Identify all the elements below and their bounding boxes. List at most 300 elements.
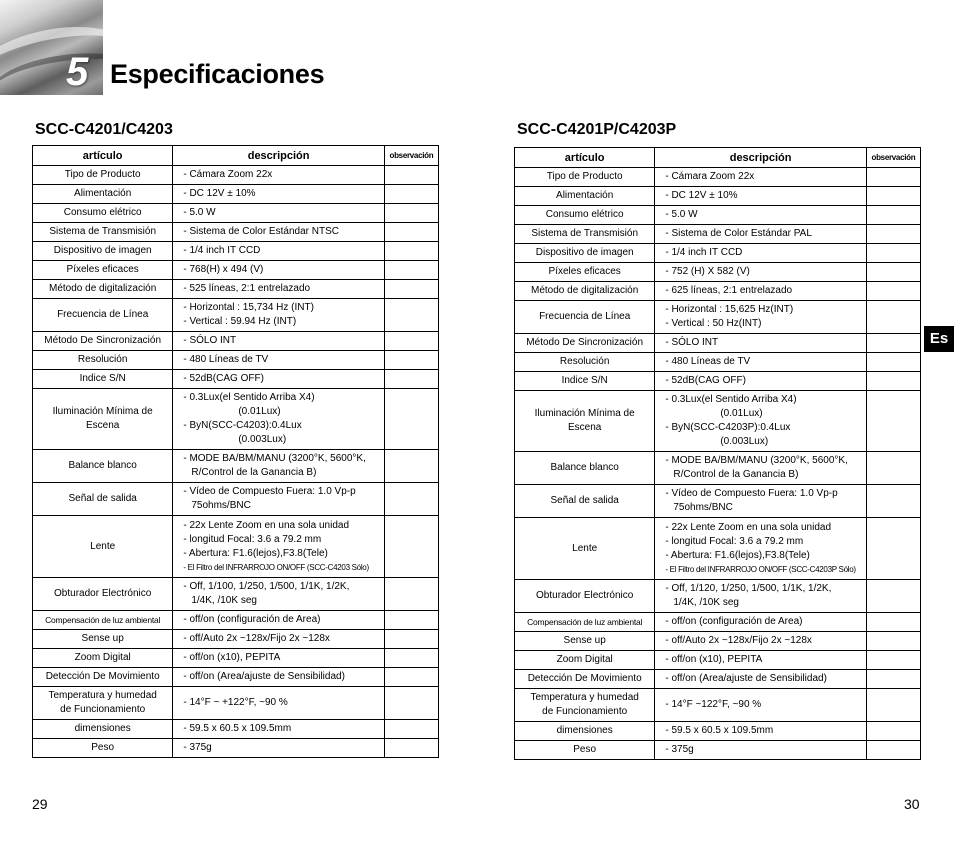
spec-table-right bbox=[514, 147, 921, 760]
spec-remarks-cell bbox=[866, 689, 920, 722]
spec-item-line: Dispositivo de imagen bbox=[53, 245, 152, 256]
spec-item-cell bbox=[515, 613, 655, 632]
table-row bbox=[33, 280, 439, 299]
table-row bbox=[515, 632, 921, 651]
spec-remarks-cell bbox=[866, 651, 920, 670]
spec-item-cell bbox=[33, 630, 173, 649]
spec-description-line: R/Control de la Ganancia B) bbox=[673, 469, 799, 480]
spec-description-line: - off/Auto 2x ~128x/Fijo 2x ~128x bbox=[665, 635, 812, 646]
spec-remarks-cell bbox=[866, 206, 920, 225]
spec-description-cell bbox=[655, 741, 867, 760]
spec-description-line: (0.01Lux) bbox=[720, 408, 763, 419]
spec-description-cell bbox=[655, 187, 867, 206]
table-row bbox=[33, 332, 439, 351]
table-row bbox=[33, 450, 439, 483]
column-header-item: artículo bbox=[33, 146, 173, 166]
spec-remarks-cell bbox=[866, 353, 920, 372]
spec-remarks-cell bbox=[866, 580, 920, 613]
table-row bbox=[515, 334, 921, 353]
spec-item-cell bbox=[33, 483, 173, 516]
spec-description-cell bbox=[173, 649, 385, 668]
spec-description-line: - off/on (Area/ajuste de Sensibilidad) bbox=[183, 671, 345, 682]
spec-remarks-cell bbox=[866, 334, 920, 353]
table-row bbox=[33, 630, 439, 649]
spec-description-line: - 59.5 x 60.5 x 109.5mm bbox=[183, 723, 292, 734]
spec-description-line: 75ohms/BNC bbox=[673, 502, 733, 513]
spec-item-line: Sense up bbox=[81, 633, 124, 644]
spec-item-cell bbox=[33, 389, 173, 450]
spec-description-cell bbox=[173, 166, 385, 185]
spec-description-line: - DC 12V ± 10% bbox=[665, 190, 738, 201]
spec-item-cell bbox=[515, 689, 655, 722]
spec-item-line: Detección De Movimiento bbox=[527, 673, 642, 684]
table-row bbox=[515, 670, 921, 689]
table-row bbox=[33, 299, 439, 332]
table-row bbox=[33, 351, 439, 370]
spec-item-line: Temperatura y humedad bbox=[48, 690, 157, 701]
spec-description-line: - 22x Lente Zoom en una sola unidad bbox=[183, 519, 350, 531]
spec-description-line: (0.003Lux) bbox=[720, 436, 769, 447]
table-row bbox=[515, 722, 921, 741]
spec-item-line: Zoom Digital bbox=[556, 654, 613, 665]
spec-description-line: - Off, 1/100, 1/250, 1/500, 1/1K, 1/2K, bbox=[183, 581, 350, 592]
spec-description-cell bbox=[173, 739, 385, 758]
spec-remarks-cell bbox=[384, 687, 438, 720]
spec-description-line: - 14°F ~ +122°F, ~90 % bbox=[183, 697, 288, 708]
spec-item-line: Píxeles eficaces bbox=[548, 266, 621, 277]
spec-description-cell bbox=[655, 452, 867, 485]
spec-remarks-cell bbox=[384, 649, 438, 668]
spec-description-line: - Abertura: F1.6(lejos),F3.8(Tele) bbox=[665, 549, 810, 561]
spec-description-line: - Off, 1/120, 1/250, 1/500, 1/1K, 1/2K, bbox=[665, 583, 832, 594]
spec-item-line: Señal de salida bbox=[68, 493, 137, 504]
spec-item-cell bbox=[515, 168, 655, 187]
spec-item-line: Lente bbox=[90, 540, 116, 552]
spec-description-line: - SÓLO INT bbox=[665, 337, 719, 348]
table-row bbox=[33, 223, 439, 242]
spec-item-cell bbox=[33, 687, 173, 720]
spec-remarks-cell bbox=[384, 389, 438, 450]
spec-description-line: - MODE BA/BM/MANU (3200°K, 5600°K, bbox=[665, 455, 848, 466]
table-row bbox=[515, 187, 921, 206]
spec-item-cell bbox=[515, 632, 655, 651]
spec-description-line: - 480 Líneas de TV bbox=[183, 354, 269, 365]
spec-item-line: Sistema de Transmisión bbox=[49, 226, 157, 237]
column-header-remarks: observación bbox=[384, 146, 438, 166]
spec-description-line: - off/on (x10), PEPITA bbox=[183, 652, 281, 663]
spec-item-line: Método De Sincronización bbox=[526, 337, 644, 348]
spec-item-cell bbox=[33, 223, 173, 242]
spec-description-line: - Vertical : 50 Hz(INT) bbox=[665, 318, 762, 329]
spec-description-line: - 14°F ~122°F, ~90 % bbox=[665, 699, 762, 710]
spec-remarks-cell bbox=[384, 370, 438, 389]
spec-description-line: - ByN(SCC-C4203):0.4Lux bbox=[183, 420, 302, 431]
spec-item-cell bbox=[33, 739, 173, 758]
spec-description-line: - Cámara Zoom 22x bbox=[183, 169, 273, 180]
spec-description-cell bbox=[173, 351, 385, 370]
spec-description-cell bbox=[173, 204, 385, 223]
spec-item-line: Consumo elétrico bbox=[63, 207, 142, 218]
spec-remarks-cell bbox=[866, 632, 920, 651]
spec-description-line: - Sistema de Color Estándar NTSC bbox=[183, 226, 339, 237]
column-header-description: descripción bbox=[655, 148, 867, 168]
spec-item-line: Alimentación bbox=[556, 190, 614, 201]
spec-remarks-cell bbox=[866, 263, 920, 282]
spec-remarks-cell bbox=[866, 670, 920, 689]
spec-item-line: Iluminación Mínima de bbox=[534, 408, 635, 419]
spec-description-line: - Horizontal : 15,734 Hz (INT) bbox=[183, 302, 314, 313]
spec-description-line: R/Control de la Ganancia B) bbox=[191, 467, 317, 478]
table-row bbox=[515, 244, 921, 263]
spec-description-cell bbox=[655, 391, 867, 452]
spec-description-line: - longitud Focal: 3.6 a 79.2 mm bbox=[665, 535, 804, 547]
table-row bbox=[33, 516, 439, 578]
spec-description-cell bbox=[655, 580, 867, 613]
spec-remarks-cell bbox=[866, 613, 920, 632]
spec-description-line: - 52dB(CAG OFF) bbox=[665, 375, 746, 386]
spec-description-line: 75ohms/BNC bbox=[191, 500, 251, 511]
spec-description-line: - Horizontal : 15,625 Hz(INT) bbox=[665, 304, 794, 315]
spec-description-cell bbox=[655, 263, 867, 282]
spec-description-line: - Sistema de Color Estándar PAL bbox=[665, 228, 812, 239]
spec-remarks-cell bbox=[866, 722, 920, 741]
spec-description-cell bbox=[655, 244, 867, 263]
page-number-right: 30 bbox=[904, 796, 920, 812]
spec-description-line: - DC 12V ± 10% bbox=[183, 188, 256, 199]
spec-item-line: Balance blanco bbox=[68, 460, 137, 471]
spec-description-cell bbox=[655, 722, 867, 741]
spec-remarks-cell bbox=[384, 611, 438, 630]
spec-item-cell bbox=[33, 185, 173, 204]
spec-description-line: - 752 (H) X 582 (V) bbox=[665, 266, 750, 277]
spec-description-line: (0.01Lux) bbox=[238, 406, 281, 417]
spec-item-cell bbox=[33, 649, 173, 668]
spec-remarks-cell bbox=[866, 225, 920, 244]
spec-item-cell bbox=[33, 611, 173, 630]
spec-item-cell bbox=[515, 485, 655, 518]
spec-item-line: Señal de salida bbox=[550, 495, 619, 506]
spec-item-cell bbox=[515, 225, 655, 244]
spec-description-cell bbox=[173, 687, 385, 720]
page-title: Especificaciones bbox=[110, 59, 325, 89]
spec-item-cell bbox=[33, 261, 173, 280]
spec-description-line: - El Filtro del INFRARROJO ON/OFF (SCC-C4203 Sólo) bbox=[183, 562, 369, 572]
spec-description-line: (0.003Lux) bbox=[238, 434, 287, 445]
spec-item-line: Compensación de luz ambiental bbox=[527, 617, 643, 627]
spec-item-line: Sense up bbox=[563, 635, 606, 646]
table-row bbox=[515, 372, 921, 391]
spec-description-cell bbox=[655, 225, 867, 244]
spec-description-cell bbox=[173, 389, 385, 450]
language-tab: Es bbox=[924, 326, 954, 352]
table-row bbox=[515, 518, 921, 580]
spec-description-line: - 0.3Lux(el Sentido Arriba X4) bbox=[183, 392, 315, 403]
spec-description-cell bbox=[173, 611, 385, 630]
spec-description-cell bbox=[655, 282, 867, 301]
spec-item-line: Método de digitalización bbox=[531, 285, 639, 296]
table-row bbox=[515, 741, 921, 760]
spec-description-line: - 59.5 x 60.5 x 109.5mm bbox=[665, 725, 774, 736]
spec-item-cell bbox=[515, 206, 655, 225]
spec-item-cell bbox=[33, 332, 173, 351]
spec-description-cell bbox=[655, 632, 867, 651]
spec-description-line: - Vídeo de Compuesto Fuera: 1.0 Vp-p bbox=[665, 488, 838, 499]
table-row bbox=[33, 204, 439, 223]
table-row bbox=[33, 370, 439, 389]
spec-description-line: - 375g bbox=[665, 744, 694, 755]
spec-item-cell bbox=[515, 263, 655, 282]
spec-description-cell bbox=[173, 299, 385, 332]
column-header-remarks: observación bbox=[866, 148, 920, 168]
spec-description-line: - off/on (configuración de Area) bbox=[665, 616, 803, 627]
table-row bbox=[515, 613, 921, 632]
table-row bbox=[33, 720, 439, 739]
spec-description-line: 1/4K, /10K seg bbox=[673, 597, 739, 608]
spec-item-cell bbox=[33, 370, 173, 389]
spec-item-line: Obturador Electrónico bbox=[536, 590, 634, 601]
table-row bbox=[33, 483, 439, 516]
spec-item-line: Indice S/N bbox=[79, 373, 126, 384]
spec-item-line: Resolución bbox=[77, 354, 128, 365]
table-row bbox=[515, 301, 921, 334]
spec-remarks-cell bbox=[866, 391, 920, 452]
spec-item-line: Alimentación bbox=[74, 188, 132, 199]
spec-item-line: dimensiones bbox=[74, 723, 131, 734]
spec-item-cell bbox=[33, 280, 173, 299]
spec-remarks-cell bbox=[384, 223, 438, 242]
spec-description-cell bbox=[173, 450, 385, 483]
spec-remarks-cell bbox=[384, 578, 438, 611]
spec-item-cell bbox=[33, 166, 173, 185]
spec-description-cell bbox=[173, 720, 385, 739]
spec-remarks-cell bbox=[866, 168, 920, 187]
spec-item-line: Escena bbox=[567, 422, 602, 433]
table-row bbox=[33, 668, 439, 687]
spec-description-cell bbox=[173, 483, 385, 516]
table-row bbox=[515, 485, 921, 518]
spec-item-line: de Funcionamiento bbox=[542, 706, 628, 717]
spec-remarks-cell bbox=[866, 741, 920, 760]
spec-description-line: - 1/4 inch IT CCD bbox=[183, 245, 261, 256]
spec-item-cell bbox=[33, 351, 173, 370]
spec-description-cell bbox=[655, 670, 867, 689]
spec-item-line: Temperatura y humedad bbox=[530, 692, 639, 703]
spec-description-cell bbox=[173, 516, 385, 578]
spec-item-cell bbox=[33, 668, 173, 687]
spec-remarks-cell bbox=[384, 668, 438, 687]
spec-description-cell bbox=[655, 206, 867, 225]
spec-remarks-cell bbox=[384, 261, 438, 280]
table-row bbox=[33, 578, 439, 611]
table-row bbox=[33, 389, 439, 450]
table-row bbox=[33, 739, 439, 758]
spec-remarks-cell bbox=[384, 185, 438, 204]
spec-remarks-cell bbox=[384, 242, 438, 261]
spec-item-line: Píxeles eficaces bbox=[66, 264, 139, 275]
spec-item-line: Indice S/N bbox=[561, 375, 608, 386]
spec-item-cell bbox=[515, 372, 655, 391]
table-row bbox=[515, 580, 921, 613]
spec-description-cell bbox=[655, 518, 867, 580]
spec-item-line: Sistema de Transmisión bbox=[531, 228, 639, 239]
spec-description-line: - 625 líneas, 2:1 entrelazado bbox=[665, 285, 793, 296]
table-row bbox=[515, 689, 921, 722]
spec-description-line: - 525 líneas, 2:1 entrelazado bbox=[183, 283, 311, 294]
spec-description-cell bbox=[655, 485, 867, 518]
spec-description-cell bbox=[655, 168, 867, 187]
table-row bbox=[515, 168, 921, 187]
spec-item-line: Peso bbox=[91, 742, 115, 753]
spec-description-line: - 375g bbox=[183, 742, 212, 753]
spec-description-line: - Abertura: F1.6(lejos),F3.8(Tele) bbox=[183, 547, 328, 559]
table-row bbox=[33, 649, 439, 668]
spec-item-line: Detección De Movimiento bbox=[45, 671, 160, 682]
spec-item-cell bbox=[33, 204, 173, 223]
spec-item-line: Resolución bbox=[559, 356, 610, 367]
table-header-row bbox=[33, 146, 439, 166]
spec-item-line: Dispositivo de imagen bbox=[535, 247, 634, 258]
spec-item-line: Tipo de Producto bbox=[546, 171, 623, 182]
table-row bbox=[515, 452, 921, 485]
spec-item-cell bbox=[515, 187, 655, 206]
spec-description-cell bbox=[173, 332, 385, 351]
spec-item-cell bbox=[33, 450, 173, 483]
spec-description-line: - off/Auto 2x ~128x/Fijo 2x ~128x bbox=[183, 633, 330, 644]
spec-description-line: - Vertical : 59.94 Hz (INT) bbox=[183, 316, 297, 327]
model-heading-right: SCC-C4201P/C4203P bbox=[517, 121, 677, 138]
table-row bbox=[515, 391, 921, 452]
spec-description-line: - 52dB(CAG OFF) bbox=[183, 373, 264, 384]
spec-remarks-cell bbox=[384, 630, 438, 649]
spec-description-cell bbox=[173, 578, 385, 611]
spec-description-line: - 5.0 W bbox=[665, 209, 698, 220]
spec-remarks-cell bbox=[866, 187, 920, 206]
spec-description-cell bbox=[655, 334, 867, 353]
spec-item-cell bbox=[515, 651, 655, 670]
spec-remarks-cell bbox=[866, 372, 920, 391]
spec-item-cell bbox=[33, 516, 173, 578]
spec-item-cell bbox=[515, 741, 655, 760]
spec-remarks-cell bbox=[384, 516, 438, 578]
spec-item-line: Lente bbox=[572, 542, 598, 554]
column-header-item: artículo bbox=[515, 148, 655, 168]
spec-description-line: - 1/4 inch IT CCD bbox=[665, 247, 743, 258]
spec-description-cell bbox=[655, 353, 867, 372]
table-row bbox=[33, 261, 439, 280]
model-heading-left: SCC-C4201/C4203 bbox=[35, 121, 173, 138]
spec-description-line: - El Filtro del INFRARROJO ON/OFF (SCC-C4203P Sólo) bbox=[665, 564, 856, 574]
spec-item-cell bbox=[515, 334, 655, 353]
table-row bbox=[515, 282, 921, 301]
spec-item-line: Peso bbox=[573, 744, 597, 755]
table-row bbox=[33, 185, 439, 204]
spec-item-cell bbox=[33, 720, 173, 739]
spec-description-line: - 768(H) x 494 (V) bbox=[183, 264, 264, 275]
table-header-row bbox=[515, 148, 921, 168]
spec-description-cell bbox=[655, 372, 867, 391]
spec-description-line: - off/on (x10), PEPITA bbox=[665, 654, 763, 665]
spec-description-line: 1/4K, /10K seg bbox=[191, 595, 257, 606]
table-row bbox=[33, 166, 439, 185]
spec-item-cell bbox=[515, 722, 655, 741]
spec-item-line: Método De Sincronización bbox=[44, 335, 162, 346]
spec-description-cell bbox=[173, 261, 385, 280]
chapter-number: 5 bbox=[66, 50, 89, 94]
spec-remarks-cell bbox=[384, 351, 438, 370]
spec-item-cell bbox=[33, 242, 173, 261]
spec-description-line: - ByN(SCC-C4203P):0.4Lux bbox=[665, 422, 791, 433]
spec-description-line: - 5.0 W bbox=[183, 207, 216, 218]
spec-table-left bbox=[32, 145, 439, 758]
spec-item-line: Escena bbox=[85, 420, 120, 431]
spec-item-cell bbox=[33, 578, 173, 611]
spec-item-cell bbox=[515, 670, 655, 689]
spec-description-cell bbox=[173, 280, 385, 299]
column-header-description: descripción bbox=[173, 146, 385, 166]
spec-item-line: Frecuencia de Línea bbox=[57, 309, 149, 320]
spec-description-cell bbox=[173, 630, 385, 649]
spec-item-cell bbox=[515, 518, 655, 580]
spec-item-cell bbox=[515, 301, 655, 334]
spec-item-line: Tipo de Producto bbox=[64, 169, 141, 180]
spec-remarks-cell bbox=[866, 452, 920, 485]
spec-item-cell bbox=[515, 452, 655, 485]
table-row bbox=[33, 242, 439, 261]
spec-remarks-cell bbox=[384, 280, 438, 299]
table-row bbox=[515, 225, 921, 244]
spec-item-cell bbox=[33, 299, 173, 332]
spec-description-cell bbox=[173, 668, 385, 687]
spec-rows-right bbox=[515, 168, 921, 760]
spec-item-cell bbox=[515, 244, 655, 263]
spec-remarks-cell bbox=[384, 739, 438, 758]
spec-item-line: de Funcionamiento bbox=[60, 704, 146, 715]
spec-item-line: Balance blanco bbox=[550, 462, 619, 473]
spec-description-line: - 480 Líneas de TV bbox=[665, 356, 751, 367]
spec-description-line: - Cámara Zoom 22x bbox=[665, 171, 755, 182]
spec-description-line: - off/on (configuración de Area) bbox=[183, 614, 321, 625]
spec-item-line: Método de digitalización bbox=[49, 283, 157, 294]
spec-item-line: dimensiones bbox=[556, 725, 613, 736]
table-row bbox=[33, 611, 439, 630]
table-row bbox=[515, 353, 921, 372]
spec-description-cell bbox=[173, 185, 385, 204]
spec-remarks-cell bbox=[384, 204, 438, 223]
spec-item-cell bbox=[515, 353, 655, 372]
spec-remarks-cell bbox=[866, 485, 920, 518]
spec-description-line: - 22x Lente Zoom en una sola unidad bbox=[665, 521, 832, 533]
spec-remarks-cell bbox=[384, 166, 438, 185]
spec-item-line: Consumo elétrico bbox=[545, 209, 624, 220]
table-row bbox=[33, 687, 439, 720]
spec-remarks-cell bbox=[866, 244, 920, 263]
table-row bbox=[515, 263, 921, 282]
spec-rows-left bbox=[33, 166, 439, 758]
spec-description-line: - longitud Focal: 3.6 a 79.2 mm bbox=[183, 533, 322, 545]
spec-description-line: - Vídeo de Compuesto Fuera: 1.0 Vp-p bbox=[183, 486, 356, 497]
spec-remarks-cell bbox=[384, 299, 438, 332]
spec-item-line: Compensación de luz ambiental bbox=[45, 615, 161, 625]
page-number-left: 29 bbox=[32, 796, 48, 812]
spec-description-line: - off/on (Area/ajuste de Sensibilidad) bbox=[665, 673, 827, 684]
spec-description-line: - 0.3Lux(el Sentido Arriba X4) bbox=[665, 394, 797, 405]
spec-remarks-cell bbox=[866, 301, 920, 334]
spec-description-cell bbox=[655, 301, 867, 334]
spec-description-cell bbox=[655, 651, 867, 670]
table-row bbox=[515, 651, 921, 670]
spec-description-cell bbox=[173, 223, 385, 242]
spec-item-cell bbox=[515, 282, 655, 301]
